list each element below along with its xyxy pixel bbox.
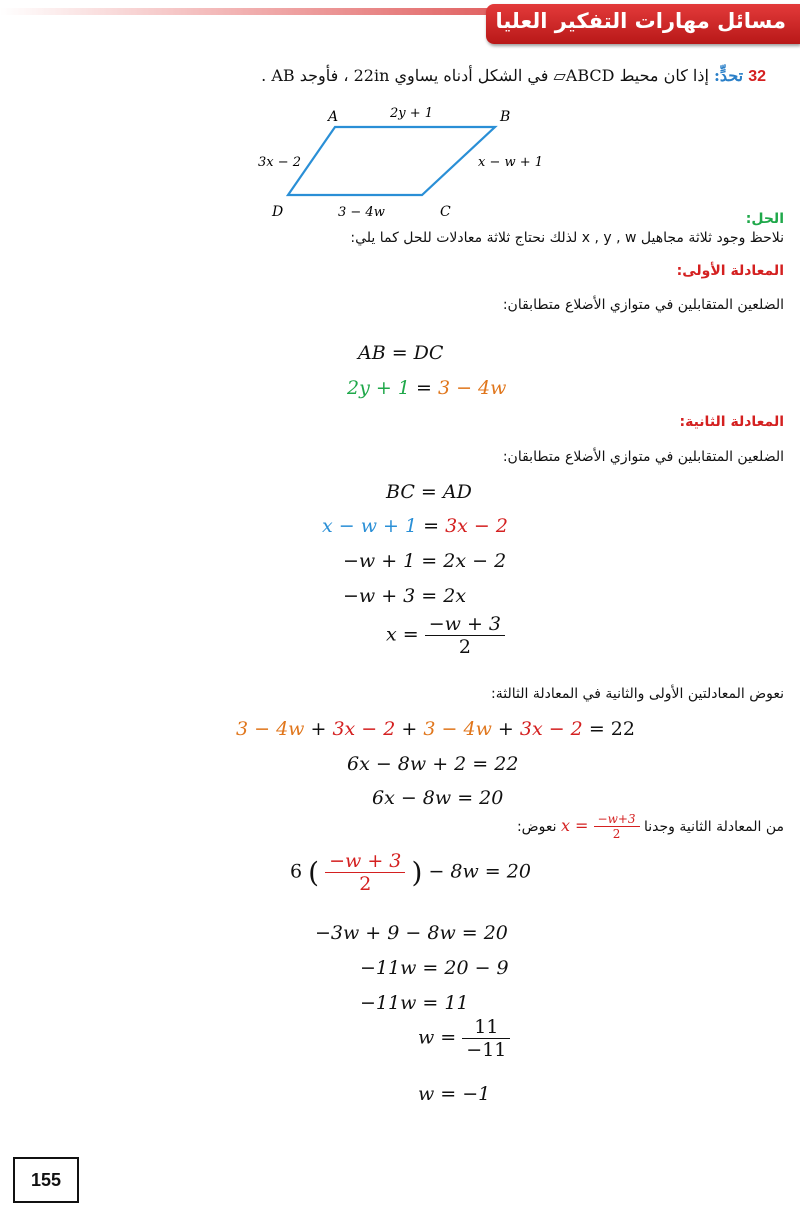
side-bc-label: x − w + 1 bbox=[478, 155, 544, 170]
side-dc-label: 3 − 4w bbox=[338, 205, 385, 220]
eq2-line1: BC = AD bbox=[386, 481, 472, 503]
side-ab-label: 2y + 1 bbox=[390, 106, 434, 121]
vertex-b-label: B bbox=[500, 109, 511, 125]
problem-statement bbox=[26, 66, 766, 86]
sub-coef: 6 bbox=[290, 860, 303, 883]
eq3-term3: 3 − 4w bbox=[423, 718, 492, 740]
final-answer: w = −1 bbox=[418, 1083, 491, 1105]
eq2-line4: −w + 3 = 2x bbox=[343, 585, 467, 607]
substitution-text bbox=[517, 812, 784, 841]
sub-fraction bbox=[594, 812, 640, 841]
eq2-x: x = bbox=[386, 623, 419, 646]
sub-expression bbox=[561, 812, 640, 841]
plus-sign: + bbox=[401, 718, 418, 740]
eq1-line2: 2y + 1 = 3 − 4w bbox=[347, 377, 507, 399]
eq3-rhs: = 22 bbox=[588, 718, 635, 740]
eq3-term2: 3x − 2 bbox=[332, 718, 396, 740]
eq2-fraction bbox=[425, 613, 505, 658]
eq2-rhs: 3x − 2 bbox=[445, 515, 508, 537]
problem-number: 32 bbox=[748, 68, 766, 85]
problem-keyword: تحدٍّ: bbox=[714, 66, 744, 85]
sub-line1-rest: − 8w = 20 bbox=[428, 860, 531, 883]
eq1-rhs: 3 − 4w bbox=[437, 377, 507, 399]
parallelogram-shape bbox=[288, 127, 495, 195]
eq3-line3: 6x − 8w = 20 bbox=[372, 787, 504, 809]
vertex-d-label: D bbox=[272, 204, 284, 220]
eq3-line1 bbox=[236, 718, 635, 740]
solution-heading: الحل: bbox=[745, 211, 784, 227]
eq2-text: الضلعين المتقابلين في متوازي الأضلاع متطابقان: bbox=[502, 449, 784, 465]
page-number: 155 bbox=[13, 1157, 79, 1203]
eq2-heading: المعادلة الثانية: bbox=[679, 414, 784, 430]
eq1-line1: AB = DC bbox=[358, 342, 444, 364]
plus-sign: + bbox=[497, 718, 514, 740]
eq3-term1: 3 − 4w bbox=[236, 718, 305, 740]
sub-line4: −11w = 11 bbox=[360, 992, 469, 1014]
sub-line5-fraction bbox=[462, 1016, 510, 1061]
sub-w: w = bbox=[418, 1026, 457, 1049]
sub-text-after: نعوض: bbox=[516, 819, 557, 835]
eq2-line2: x − w + 1 = 3x − 2 bbox=[322, 515, 508, 537]
sub-line1-numerator: −w + 3 bbox=[325, 850, 405, 873]
eq1-lhs: 2y + 1 bbox=[347, 377, 410, 399]
sub-text-before: من المعادلة الثانية وجدنا bbox=[644, 819, 784, 835]
sub-line1-denominator: 2 bbox=[359, 873, 372, 895]
section-title: مسائل مهارات التفكير العليا bbox=[495, 9, 786, 33]
plus-sign: + bbox=[310, 718, 327, 740]
sub-line1-fraction bbox=[325, 850, 405, 895]
parallelogram-figure bbox=[250, 100, 580, 225]
eq3-term4: 3x − 2 bbox=[519, 718, 583, 740]
sub-numerator: −w+3 bbox=[594, 812, 640, 827]
eq2-fraction-line bbox=[386, 613, 505, 658]
eq3-line2: 6x − 8w + 2 = 22 bbox=[347, 753, 519, 775]
sub-denominator: 2 bbox=[612, 827, 621, 841]
sub-line3: −11w = 20 − 9 bbox=[360, 957, 509, 979]
eq2-numerator: −w + 3 bbox=[425, 613, 505, 636]
side-ad-label: 3x − 2 bbox=[258, 155, 302, 170]
vertex-c-label: C bbox=[440, 204, 451, 220]
sub-line5 bbox=[418, 1016, 510, 1061]
eq2-denominator: 2 bbox=[458, 636, 471, 658]
sub-line5-numerator: 11 bbox=[462, 1016, 510, 1039]
problem-text: إذا كان محيط ABCD▱ في الشكل أدناه يساوي 22in ، فأوجد AB . bbox=[261, 66, 709, 85]
eq3-text: نعوض المعادلتين الأولى والثانية في المعادلة الثالثة: bbox=[491, 686, 784, 702]
sub-x: x = bbox=[560, 816, 589, 835]
sub-line1: 6 ( $\frac{-w + 3}{2}$ ) − 8w = 20 bbox=[290, 850, 531, 895]
sub-line5-denominator: −11 bbox=[466, 1039, 507, 1061]
sub-line2: −3w + 9 − 8w = 20 bbox=[315, 922, 508, 944]
vertex-a-label: A bbox=[328, 109, 339, 125]
eq2-line3: −w + 1 = 2x − 2 bbox=[343, 550, 507, 572]
eq2-lhs: x − w + 1 bbox=[322, 515, 418, 537]
eq1-text: الضلعين المتقابلين في متوازي الأضلاع متطابقان: bbox=[502, 297, 784, 313]
solution-intro: نلاحظ وجود ثلاثة مجاهيل x , y , w لذلك نحتاج ثلاثة معادلات للحل كما يلي: bbox=[350, 230, 784, 246]
eq1-heading: المعادلة الأولى: bbox=[676, 263, 784, 279]
